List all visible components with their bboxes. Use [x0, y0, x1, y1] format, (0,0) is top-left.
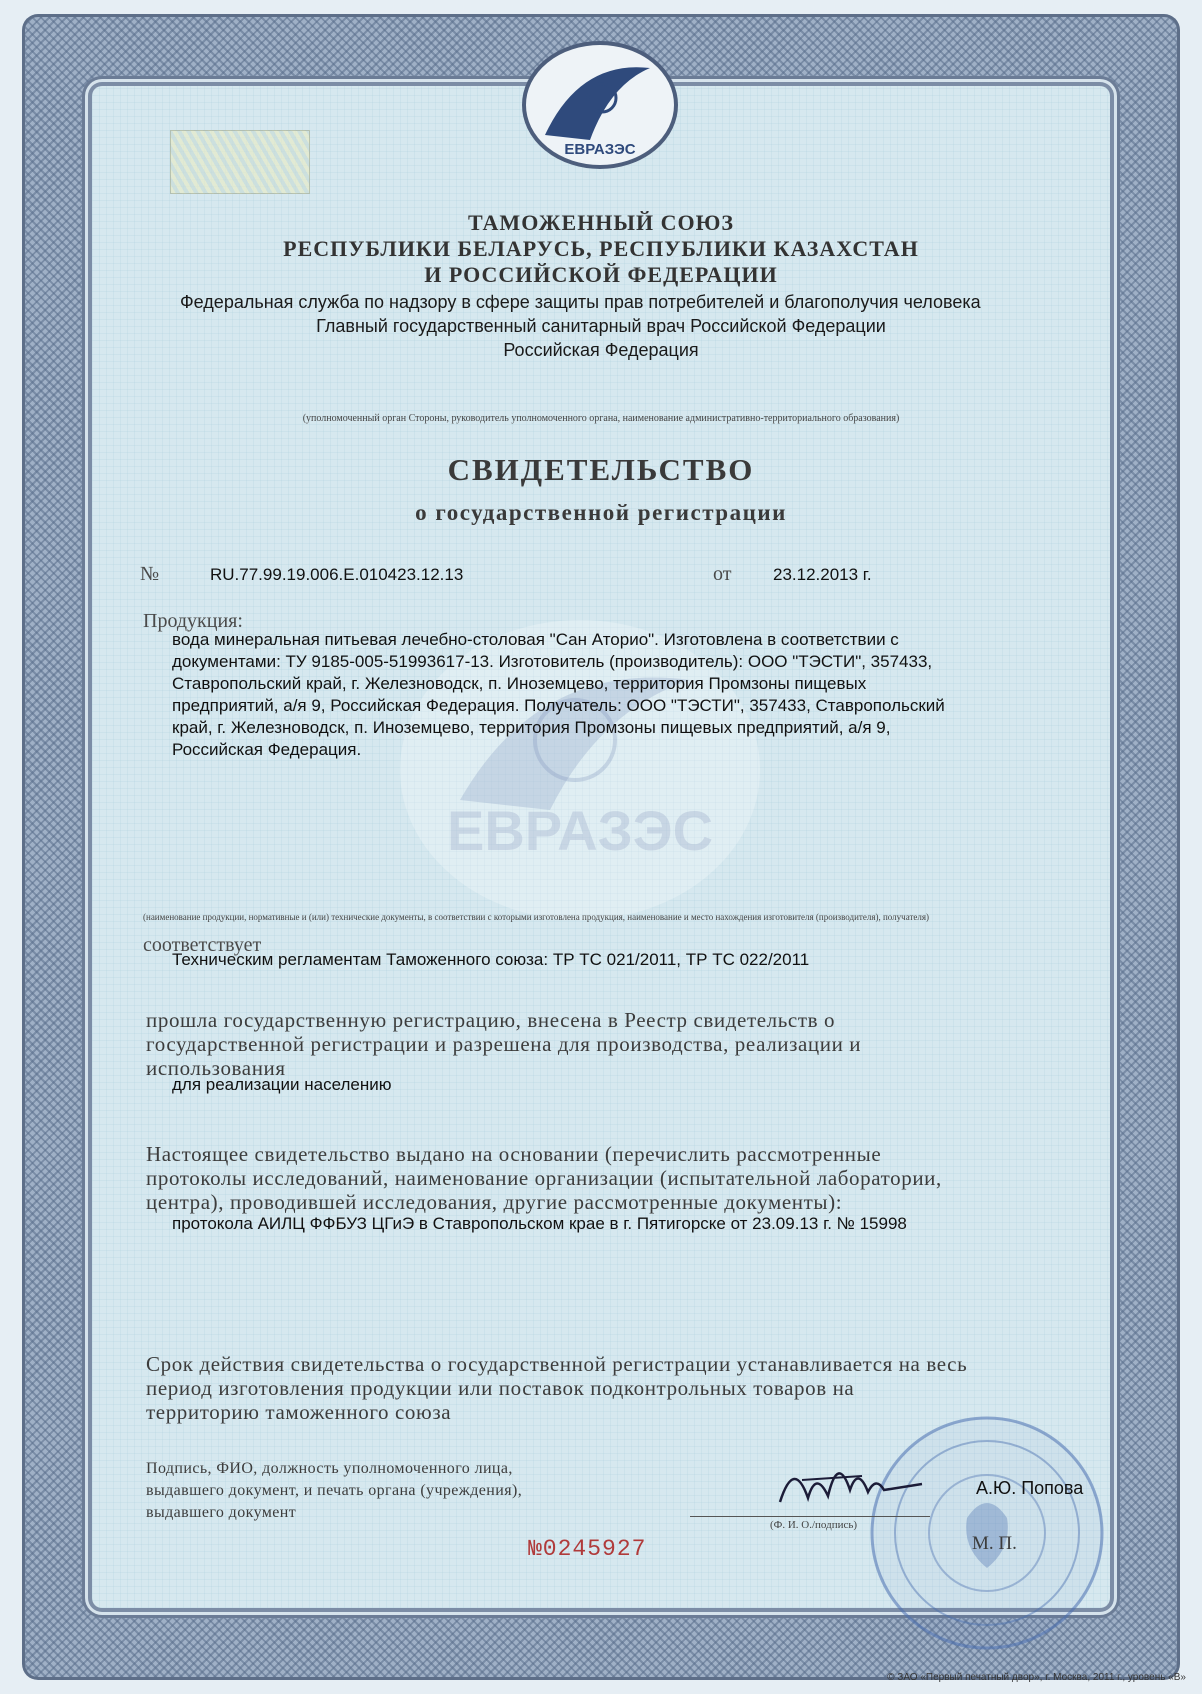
- authority-service: Федеральная служба по надзору в сфере защиты прав потребителей и благополучия человека: [180, 292, 981, 312]
- registration-number: RU.77.99.19.006.Е.010423.12.13: [210, 565, 464, 584]
- conformity-label: соответствует: [143, 934, 262, 956]
- stamp-place-label: М. П.: [972, 1533, 1017, 1554]
- signatory-name: А.Ю. Попова: [976, 1478, 1084, 1498]
- product-line: вода минеральная питьевая лечебно-столовая "Сан Аторио". Изготовлена в соответствии с: [172, 630, 899, 649]
- signature-label-line: выдавшего документ, и печать органа (учреждения),: [146, 1482, 523, 1499]
- product-line: Российская Федерация.: [172, 740, 362, 759]
- signature-label-line: Подпись, ФИО, должность уполномоченного лица,: [146, 1460, 513, 1477]
- document-title: СВИДЕТЕЛЬСТВО: [447, 452, 755, 487]
- usage-value: для реализации населению: [172, 1075, 392, 1094]
- header-republics: РЕСПУБЛИКИ БЕЛАРУСЬ, РЕСПУБЛИКИ КАЗАХСТАН: [283, 236, 919, 261]
- product-caption: (наименование продукции, нормативные и (или) технические документы, в соответствии с которыми изготовлена продукция, наименование и место нахождения изготовителя (производителя), получателя): [143, 912, 930, 922]
- header-union: ТАМОЖЕННЫЙ СОЮЗ: [467, 210, 735, 235]
- hologram-sticker: [170, 130, 310, 194]
- product-label: Продукция:: [143, 610, 243, 632]
- signature-scribble: [772, 1440, 932, 1520]
- product-line: Ставропольский край, г. Железноводск, п. Иноземцево, территория Промзоны пищевых: [172, 674, 867, 693]
- number-label: №: [140, 563, 160, 585]
- registration-text-line: прошла государственную регистрацию, внесена в Реестр свидетельств о: [146, 1008, 836, 1032]
- validity-text-line: период изготовления продукции или поставок подконтрольных товаров на: [146, 1376, 855, 1400]
- watermark-label: ЕВРАЗЭС: [446, 799, 714, 862]
- registration-text-line: государственной регистрации и разрешена для производства, реализации и: [146, 1032, 862, 1056]
- evrazes-emblem: [520, 40, 680, 170]
- emblem-label: ЕВРАЗЭС: [564, 141, 636, 158]
- signature-caption: (Ф. И. О./подпись): [770, 1519, 858, 1531]
- printer-footer: © ЗАО «Первый печатный двор», г. Москва, 2011 г., уровень «В»: [887, 1672, 1186, 1683]
- validity-text-line: территорию таможенного союза: [146, 1400, 452, 1424]
- header-federation: И РОССИЙСКОЙ ФЕДЕРАЦИИ: [424, 262, 778, 287]
- date-label: от: [713, 563, 732, 585]
- authority-chief: Главный государственный санитарный врач Российской Федерации: [316, 316, 886, 336]
- validity-text-line: Срок действия свидетельства о государственной регистрации устанавливается на весь: [146, 1352, 968, 1376]
- signature-label-line: выдавшего документ: [146, 1504, 297, 1521]
- conformity-value: Техническим регламентам Таможенного союза: ТР ТС 021/2011, ТР ТС 022/2011: [172, 950, 810, 969]
- basis-text-line: Настоящее свидетельство выдано на основании (перечислить рассмотренные: [146, 1142, 882, 1166]
- product-line: предприятий, а/я 9, Российская Федерация. Получатель: ООО "ТЭСТИ", 357433, Ставропольский: [172, 696, 945, 715]
- basis-text-line: центра), проводившей исследования, другие рассмотренные документы):: [146, 1190, 843, 1214]
- form-serial-number: №0245927: [528, 1536, 647, 1562]
- basis-value: протокола АИЛЦ ФФБУЗ ЦГиЭ в Ставропольском крае в г. Пятигорске от 23.09.13 г. № 15998: [172, 1214, 907, 1233]
- product-line: документами: ТУ 9185-005-51993617-13. Изготовитель (производитель): ООО "ТЭСТИ", 357433,: [172, 652, 933, 671]
- basis-text-line: протоколы исследований, наименование организации (испытательной лаборатории,: [146, 1166, 942, 1190]
- registration-text-line: использования: [146, 1056, 286, 1080]
- document-subtitle: о государственной регистрации: [415, 500, 787, 525]
- signature-line: [690, 1516, 930, 1517]
- product-line: край, г. Железноводск, п. Иноземцево, территория Промзоны пищевых предприятий, а/я 9,: [172, 718, 891, 737]
- authority-country: Российская Федерация: [503, 340, 699, 360]
- authority-caption: (уполномоченный орган Стороны, руководитель уполномоченного органа, наименование административно-территориального образования): [302, 413, 900, 424]
- registration-date: 23.12.2013 г.: [773, 565, 872, 584]
